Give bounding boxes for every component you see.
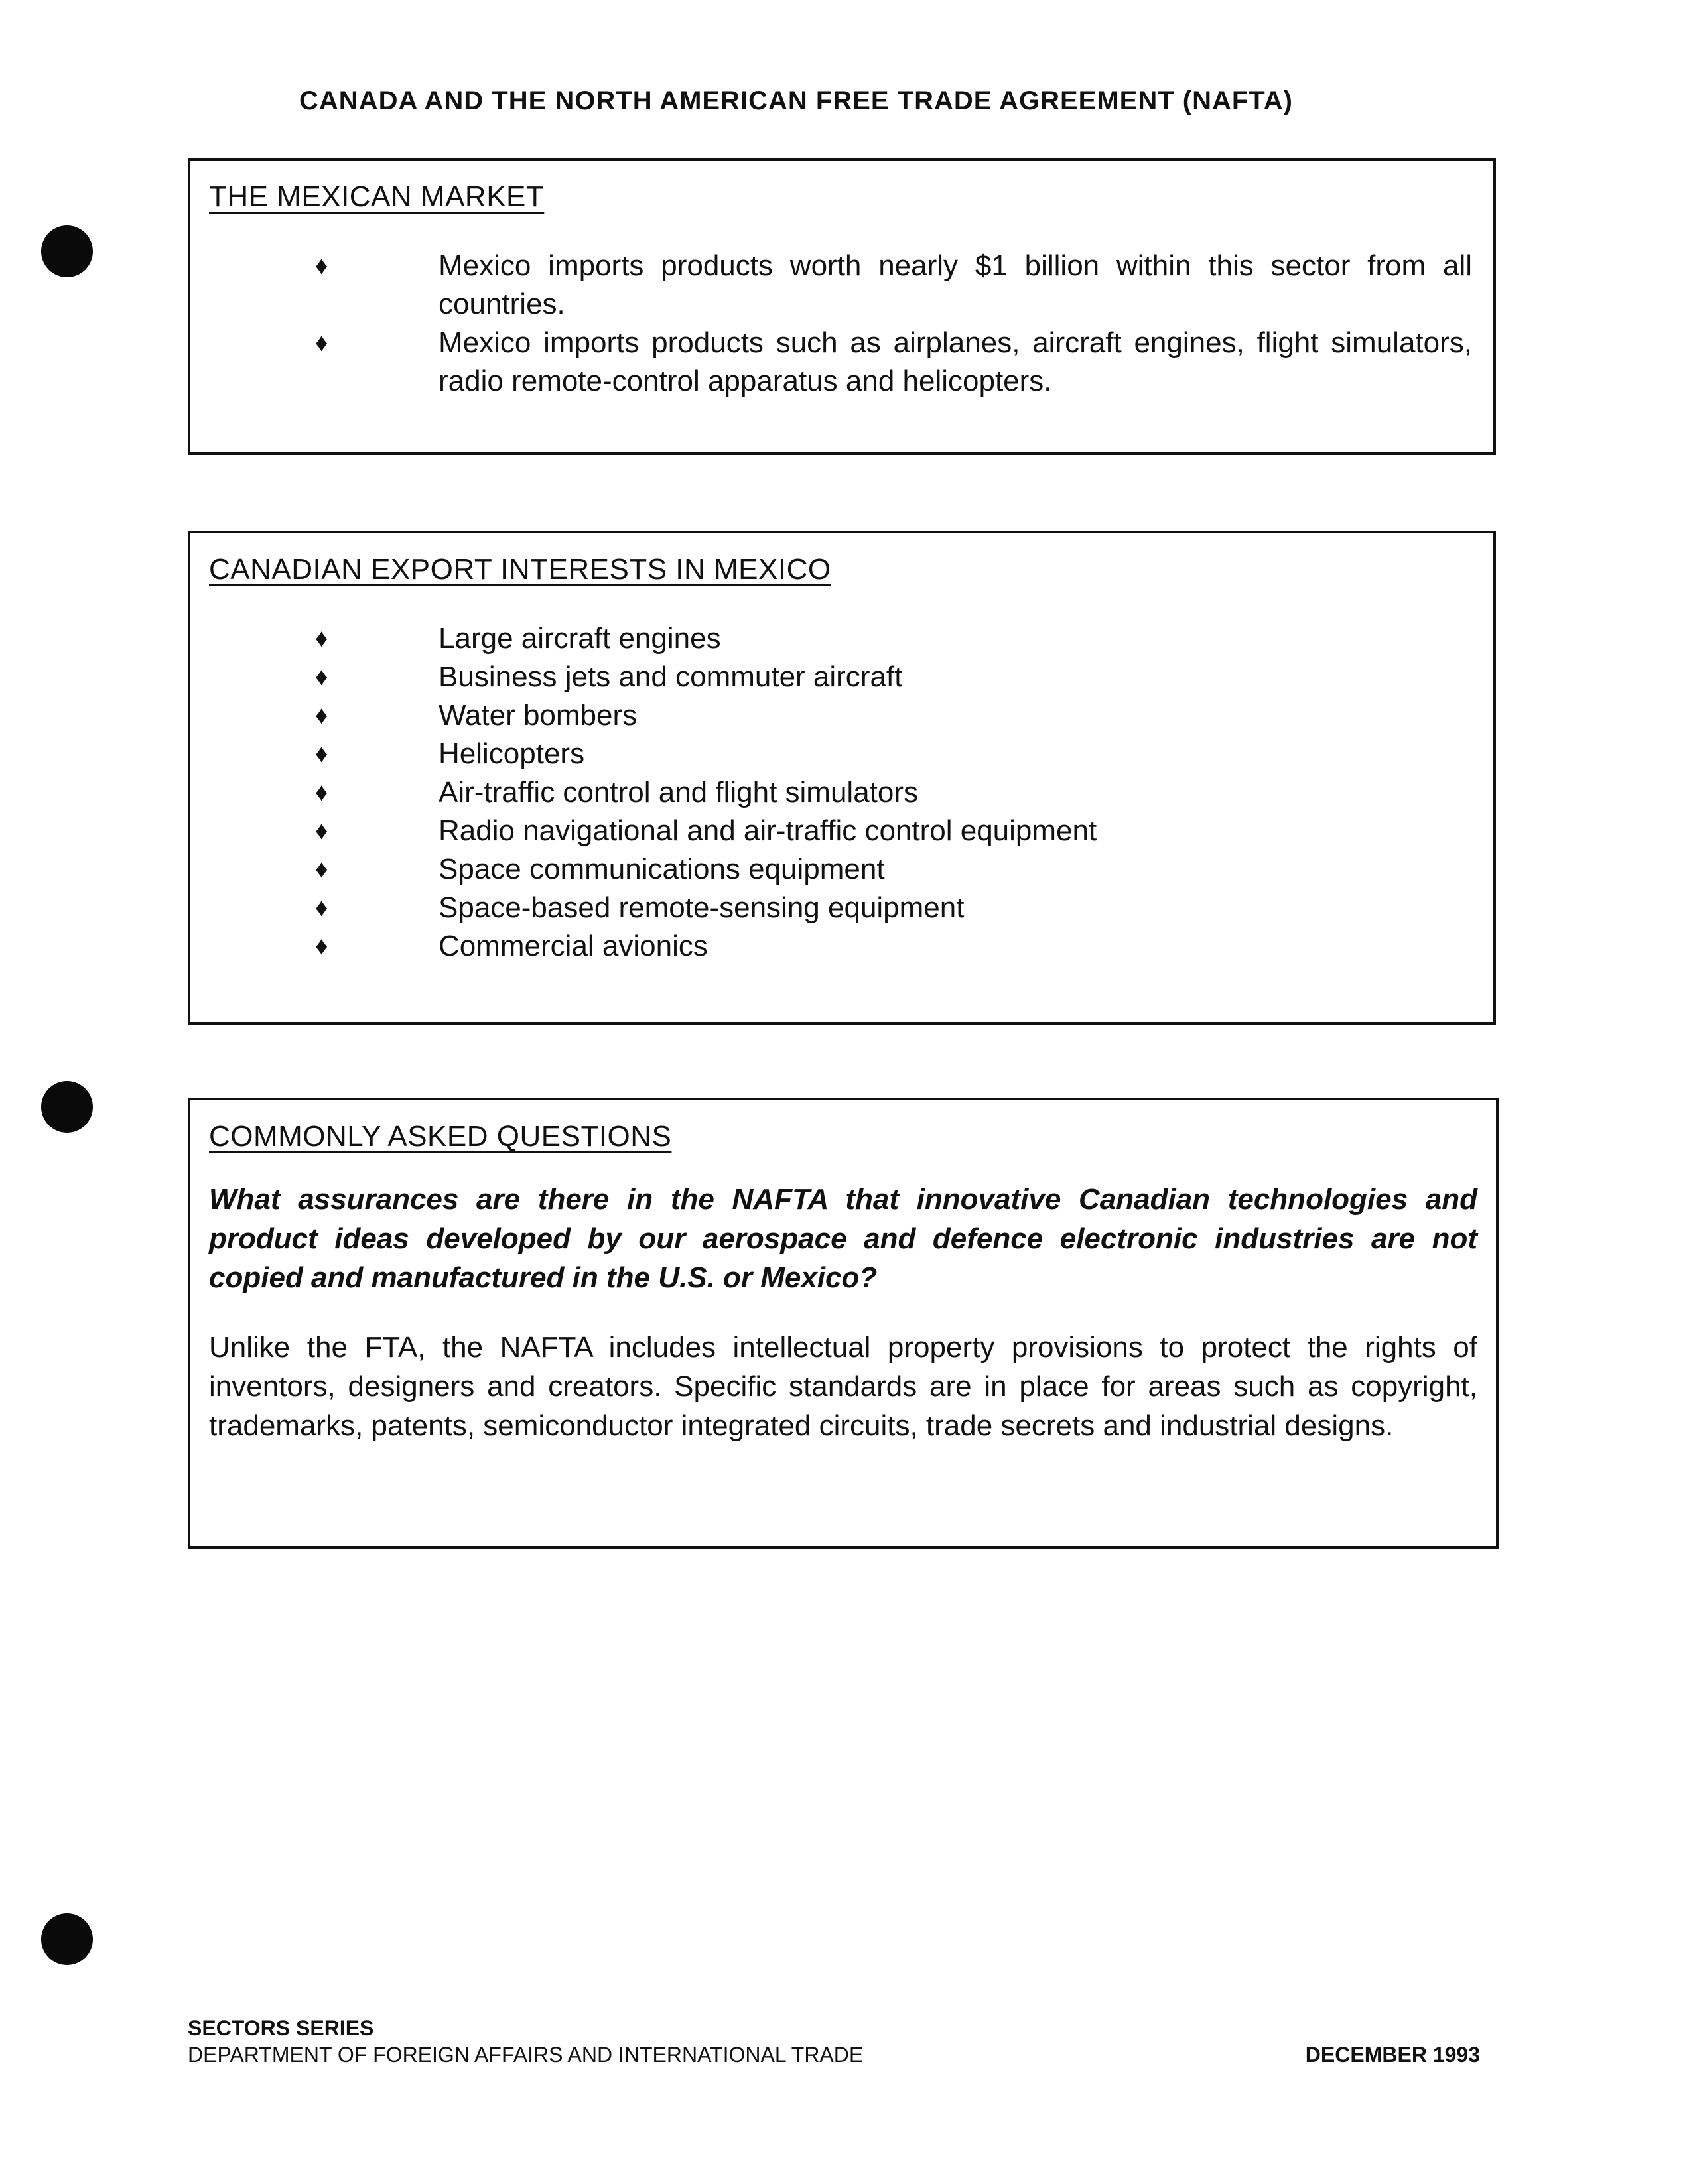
diamond-bullet-icon: ♦ — [315, 252, 328, 280]
diamond-bullet-icon: ♦ — [315, 740, 328, 768]
export-interests-heading: CANADIAN EXPORT INTERESTS IN MEXICO — [209, 553, 831, 586]
list-item — [209, 850, 1475, 889]
list-item-text: Helicopters — [439, 738, 585, 770]
mexican-market-box — [188, 158, 1496, 455]
list-item-text: Radio navigational and air-traffic control equipment — [439, 814, 1097, 847]
punch-hole-bottom — [41, 1913, 93, 1965]
diamond-bullet-icon: ♦ — [315, 329, 328, 357]
list-item — [209, 927, 1475, 966]
export-interests-box — [188, 531, 1496, 1025]
list-item — [209, 812, 1475, 850]
diamond-bullet-icon: ♦ — [315, 932, 328, 960]
footer-series: SECTORS SERIES — [188, 2016, 374, 2040]
punch-hole-top — [41, 225, 93, 277]
list-item — [209, 658, 1475, 696]
diamond-bullet-icon: ♦ — [315, 663, 328, 691]
footer-left — [188, 2015, 863, 2068]
export-interests-list — [209, 619, 1475, 966]
answer-text: Unlike the FTA, the NAFTA includes intellectual property provisions to protect the rights of inventors, designers and creators. Specific standards are in place for areas such as copyright, trademarks, patents, semiconductor integrated circuits, trade secrets and industrial designs. — [209, 1331, 1477, 1442]
list-item-text: Space-based remote-sensing equipment — [439, 891, 965, 924]
list-item — [209, 735, 1475, 773]
list-item — [209, 619, 1475, 658]
mexican-market-list — [209, 247, 1475, 401]
diamond-bullet-icon: ♦ — [315, 779, 328, 806]
diamond-bullet-icon: ♦ — [315, 702, 328, 730]
question-text: What assurances are there in the NAFTA that innovative Canadian technologies and product ideas developed by our aerospace and defence electronic industries are not copied and manufactured in the U.S. or Mexico? — [209, 1183, 1477, 1294]
mexican-market-heading: THE MEXICAN MARKET — [209, 180, 545, 213]
list-item — [209, 247, 1475, 324]
footer-department: DEPARTMENT OF FOREIGN AFFAIRS AND INTERNATIONAL TRADE — [188, 2043, 864, 2067]
list-item — [209, 889, 1475, 927]
questions-heading: COMMONLY ASKED QUESTIONS — [209, 1120, 672, 1153]
list-item-text: Business jets and commuter aircraft — [439, 661, 903, 693]
questions-box — [188, 1098, 1499, 1549]
list-item-text: Mexico imports products such as airplanes, aircraft engines, flight simulators, radio remote-control apparatus and helicopters. — [439, 326, 1472, 397]
list-item — [209, 773, 1475, 812]
diamond-bullet-icon: ♦ — [315, 817, 328, 845]
list-item-text: Air-traffic control and flight simulators — [439, 776, 919, 808]
list-item-text: Large aircraft engines — [439, 622, 721, 655]
list-item-text: Space communications equipment — [439, 853, 885, 885]
diamond-bullet-icon: ♦ — [315, 856, 328, 883]
list-item — [209, 696, 1475, 735]
punch-hole-middle — [41, 1081, 93, 1133]
list-item-text: Mexico imports products worth nearly $1 billion within this sector from all countries. — [439, 249, 1472, 320]
list-item-text: Water bombers — [439, 699, 638, 732]
diamond-bullet-icon: ♦ — [315, 894, 328, 922]
diamond-bullet-icon: ♦ — [315, 625, 328, 653]
footer-date: DECEMBER 1993 — [1305, 2043, 1480, 2067]
list-item-text: Commercial avionics — [439, 930, 708, 962]
document-title: CANADA AND THE NORTH AMERICAN FREE TRADE AGREEMENT (NAFTA) — [299, 86, 1293, 115]
list-item — [209, 324, 1475, 401]
